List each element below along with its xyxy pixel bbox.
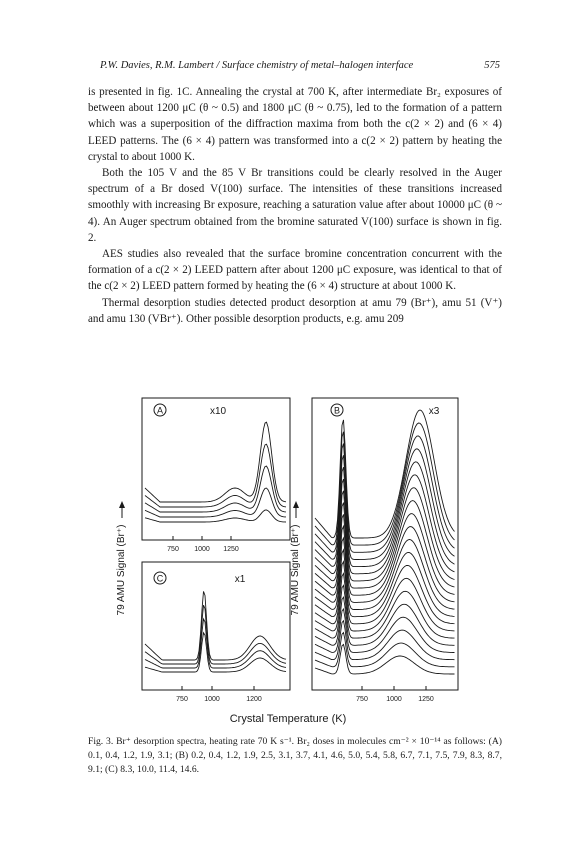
desorption-trace xyxy=(145,444,286,507)
panel-b-tick-label: 750 xyxy=(356,696,368,703)
running-head-text: P.W. Davies, R.M. Lambert / Surface chemistry of metal–halogen interface xyxy=(100,60,414,71)
panel-c xyxy=(142,562,290,703)
desorption-trace xyxy=(315,436,455,552)
panel-b-yarrow xyxy=(293,501,299,518)
panel-c-tick-label: 1000 xyxy=(204,696,220,703)
panel-b-x-ticks xyxy=(362,686,426,690)
body-text xyxy=(88,84,502,327)
panel-c-curves xyxy=(145,591,286,672)
panel-c-x-ticks xyxy=(182,686,254,690)
panel-b-multiplier: x3 xyxy=(428,406,440,417)
desorption-trace xyxy=(315,423,455,545)
desorption-trace xyxy=(145,619,286,668)
paragraph: is presented in fig. 1C. Annealing the crystal at 700 K, after intermediate Br₂ exposures of between about 1200 μC (θ ~ 0.5) and 1800 μC (θ ~ 0.75), led to the formation of a pattern which was a superposition of the diffraction maxima from both the c(2 × 2) and (6 × 4) LEED patterns. The (6 × 4) pattern was transformed into a c(2 × 2) pattern by heating the crystal to about 1000 K. xyxy=(88,86,502,163)
paragraph: Thermal desorption studies detected product desorption at amu 79 (Br⁺), amu 51 (V⁺) and amu 130 (VBr⁺). Other possible desorption products, e.g. amu 209 xyxy=(88,296,502,325)
panel-c-frame xyxy=(142,562,290,690)
figure-xlabel: Crystal Temperature (K) xyxy=(229,713,347,725)
desorption-trace xyxy=(145,591,286,660)
panel-b-ylabel: 79 AMU Signal (Br⁺) xyxy=(290,524,301,616)
panel-c-multiplier: x1 xyxy=(234,574,246,585)
page-number: 575 xyxy=(484,60,500,71)
panel-b-curves xyxy=(315,410,455,674)
panel-ac-yarrow xyxy=(119,501,125,518)
panel-a-tick-label: 1250 xyxy=(223,546,239,553)
panel-b-tick-label: 1250 xyxy=(418,696,434,703)
desorption-trace xyxy=(145,605,286,664)
desorption-trace xyxy=(145,488,286,517)
panel-c-tick-label: 750 xyxy=(176,696,188,703)
panel-ac-ylabel: 79 AMU Signal (Br⁺) xyxy=(116,524,127,616)
panel-b-tick-label: 1000 xyxy=(386,696,402,703)
desorption-trace xyxy=(145,422,286,502)
panel-a-x-ticks xyxy=(173,536,231,540)
panel-c-label: C xyxy=(156,573,164,584)
figure-caption: Fig. 3. Br⁺ desorption spectra, heating rate 70 K s⁻¹. Br₂ doses in molecules cm⁻² × 10⁻¹⁴ as follows: (A) 0.1, 0.4, 1.2, 1.9, 3.1; (B) 0.2, 0.4, 1.2, 1.9, 2.5, 3.1, 3.7, 4.1, 4.6, 5.0, 5.4, 5.8, 6.7, 7.1, 7.5, 7.9, 8.3, 8.7, 9.1; (C) 8.3, 10.0, 11.4, 14.6. xyxy=(88,736,502,775)
panel-a-tick-label: 1000 xyxy=(194,546,210,553)
desorption-trace xyxy=(315,449,455,560)
panel-b xyxy=(312,398,458,703)
running-header xyxy=(100,60,500,71)
paragraph: Both the 105 V and the 85 V Br transitions could be clearly resolved in the Auger spectrum of a Br dosed V(100) surface. The intensities of these transitions increased smoothly with increasing Br exposure, reaching a saturation value after about 10000 μC (θ ~ 4). An Auger spectrum obtained from the bromine saturated V(100) surface is shown in fig. 2. xyxy=(88,167,502,244)
panel-a-label: A xyxy=(156,405,164,416)
desorption-figure xyxy=(100,370,460,730)
panel-a-multiplier: x10 xyxy=(209,406,227,417)
paragraph: AES studies also revealed that the surface bromine concentration concurrent with the formation of a c(2 × 2) LEED pattern after about 1200 μC exposure, was identical to that of the c(2 × 2) LEED pattern formed by heating the (6 × 4) structure at about 1000 K. xyxy=(88,248,502,293)
panel-a-tick-label: 750 xyxy=(167,546,179,553)
panel-c-tick-label: 1200 xyxy=(246,696,262,703)
panel-a xyxy=(142,398,290,553)
panel-a-curves xyxy=(145,422,286,522)
panel-b-label: B xyxy=(333,405,341,416)
